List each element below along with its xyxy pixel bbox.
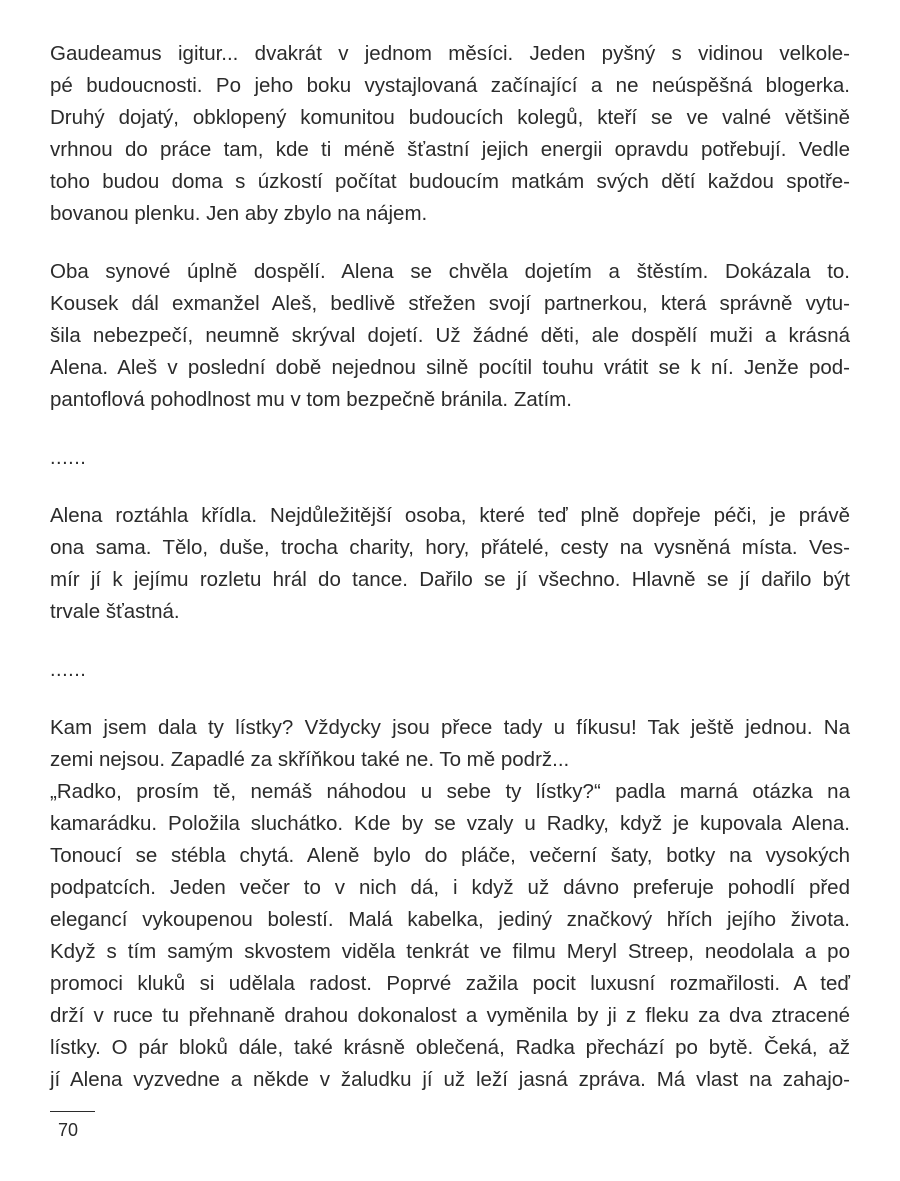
text-line: podpatcích. Jeden večer to v nich dá, i když už dávno preferuje pohodlí před (50, 876, 850, 899)
text-line: vrhnou do práce tam, kde ti méně šťastní jejich energii opravdu potřebují. Vedle (50, 138, 850, 161)
text-line: Tonoucí se stébla chytá. Aleně bylo do pláče, večerní šaty, botky na vysokých (50, 844, 850, 867)
text-line: kamarádku. Položila sluchátko. Kde by se vzaly u Radky, když je kupovala Alena. (50, 812, 850, 835)
page-body (50, 38, 850, 1096)
footer-rule (50, 1111, 95, 1112)
text-line: pantoflová pohodlnost mu v tom bezpečně bránila. Zatím. (50, 388, 572, 411)
text-line: bovanou plenku. Jen aby zbylo na nájem. (50, 202, 428, 225)
text-line: „Radko, prosím tě, nemáš náhodou u sebe ty lístky?“ padla marná otázka na (50, 780, 850, 803)
text-line: promoci kluků si udělala radost. Poprvé zažila pocit luxusní rozmařilosti. A teď (50, 972, 850, 995)
section-separator: ...... (50, 447, 87, 469)
text-line: pé budoucnosti. Po jeho boku vystajlovaná začínající a ne neúspěšná blogerka. (50, 74, 850, 97)
paragraph-2 (50, 256, 850, 416)
text-line: Druhý dojatý, obklopený komunitou budoucích kolegů, kteří se ve valné většině (50, 106, 850, 129)
paragraph-4 (50, 712, 850, 1096)
text-line: Gaudeamus igitur... dvakrát v jednom měsíci. Jeden pyšný s vidinou velkole- (50, 42, 850, 65)
text-line: zemi nejsou. Zapadlé za skříňkou také ne. To mě podrž... (50, 748, 570, 771)
text-line: elegancí vykoupenou bolestí. Malá kabelka, jediný značkový hřích jejího života. (50, 908, 850, 931)
text-line: trvale šťastná. (50, 600, 180, 623)
page-number: 70 (58, 1120, 79, 1140)
paragraph-1 (50, 38, 850, 230)
paragraph-3 (50, 500, 850, 628)
text-line: jí Alena vyzvedne a někde v žaludku jí už leží jasná zpráva. Má vlast na zahajo- (50, 1068, 850, 1091)
text-line: Alena roztáhla křídla. Nejdůležitější osoba, které teď plně dopřeje péči, je právě (50, 504, 850, 527)
text-line: Oba synové úplně dospělí. Alena se chvěla dojetím a štěstím. Dokázala to. (50, 260, 850, 283)
text-line: toho budou doma s úzkostí počítat budoucím matkám svých dětí každou spotře- (50, 170, 850, 193)
section-separator: ...... (50, 659, 87, 681)
text-line: Kam jsem dala ty lístky? Vždycky jsou přece tady u fíkusu! Tak ještě jednou. Na (50, 716, 850, 739)
text-line: lístky. O pár bloků dále, také krásně oblečená, Radka přechází po bytě. Čeká, až (50, 1036, 850, 1059)
text-line: Kousek dál exmanžel Aleš, bedlivě střežen svojí partnerkou, která správně vytu- (50, 292, 850, 315)
text-line: šila nebezpečí, neumně skrýval dojetí. Už žádné děti, ale dospělí muži a krásná (50, 324, 850, 347)
text-line: drží v ruce tu přehnaně drahou dokonalost a vyměnila by ji z fleku za dva ztracené (50, 1004, 850, 1027)
text-line: mír jí k jejímu rozletu hrál do tance. Dařilo se jí všechno. Hlavně se jí dařilo být (50, 568, 850, 591)
text-line: ona sama. Tělo, duše, trocha charity, hory, přátelé, cesty na vysněná místa. Ves- (50, 536, 850, 559)
text-line: Alena. Aleš v poslední době nejednou silně pocítil touhu vrátit se k ní. Jenže pod- (50, 356, 850, 379)
text-line: Když s tím samým skvostem viděla tenkrát ve filmu Meryl Streep, neodolala a po (50, 940, 850, 963)
